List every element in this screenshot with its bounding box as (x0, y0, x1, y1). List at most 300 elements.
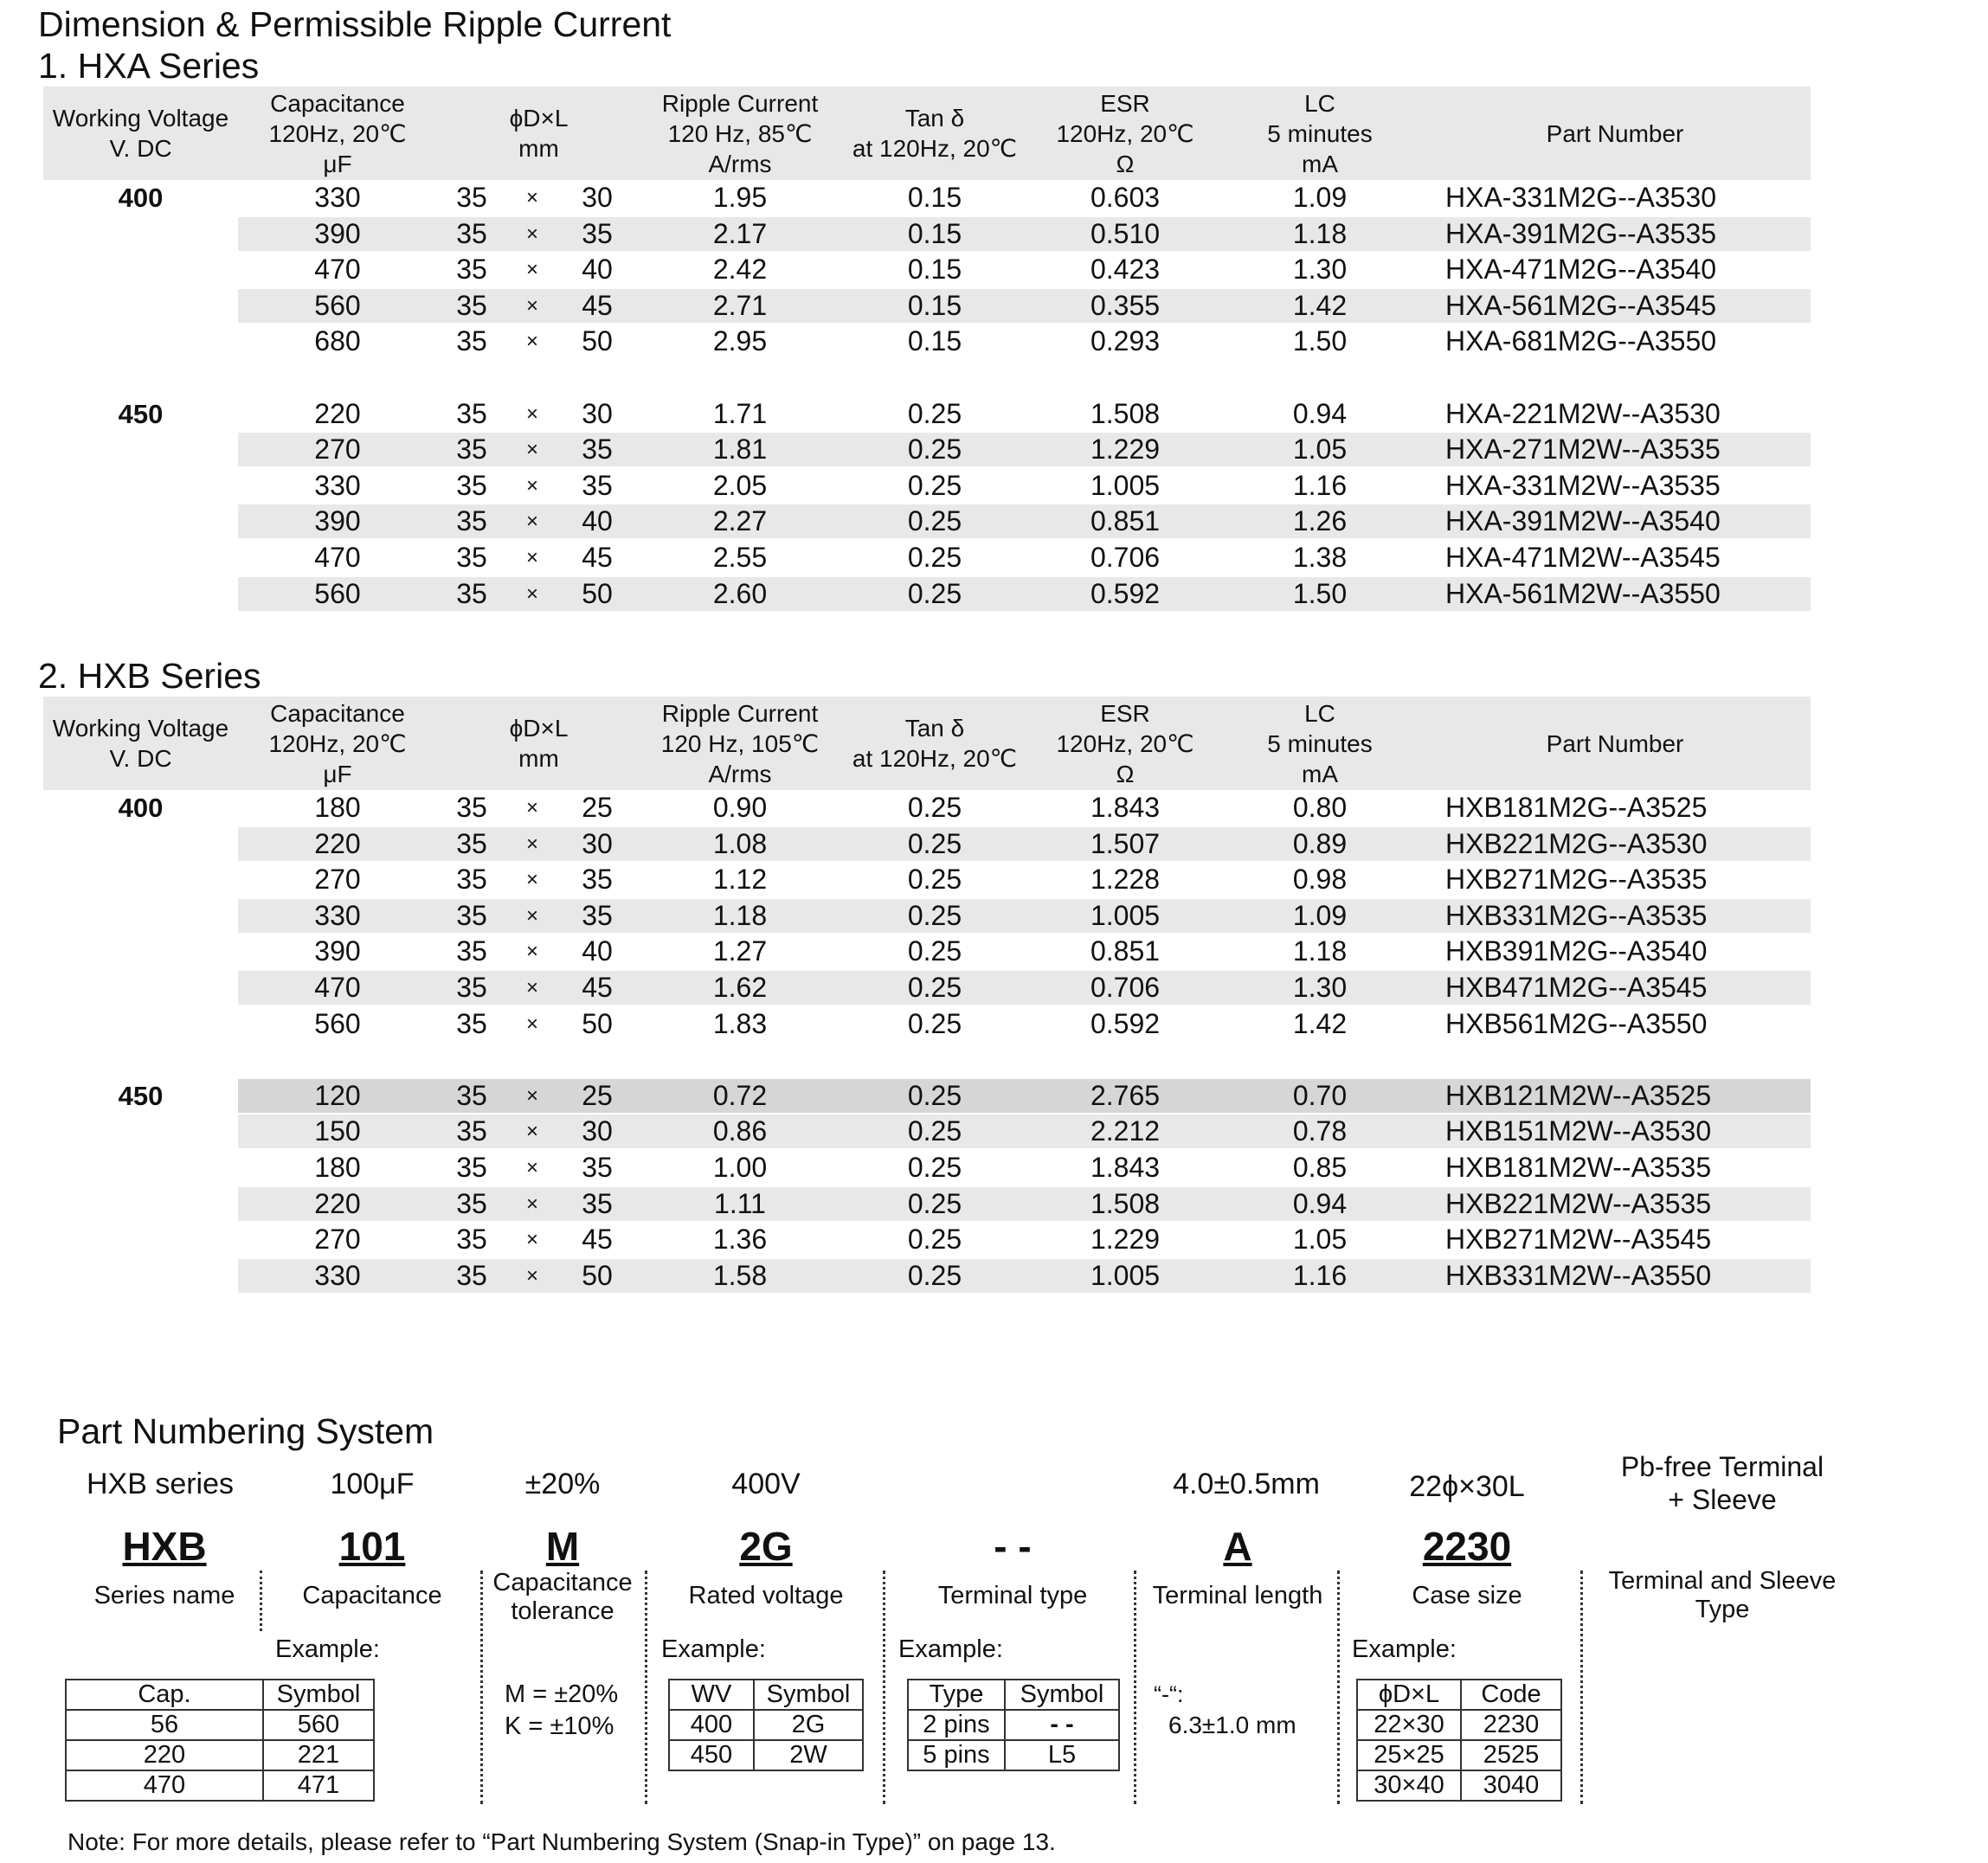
table-cell: 30×40 (1357, 1770, 1461, 1801)
ripple-current-value: 1.83 (712, 1007, 768, 1039)
table-row (669, 1740, 863, 1770)
esr-value: 0.603 (1090, 182, 1161, 213)
lc-value: 1.16 (1292, 1259, 1348, 1291)
table-cell: 2525 (1461, 1740, 1561, 1770)
part-number: HXA-561M2G--A3545 (1445, 289, 1717, 321)
pns-tolerance-m: M = ±20% (505, 1680, 619, 1708)
part-number: HXB471M2G--A3545 (1445, 972, 1708, 1003)
table-row (669, 1710, 863, 1740)
pns-voltage-table (668, 1679, 864, 1771)
cross-symbol: × (525, 1228, 538, 1252)
cross-symbol: × (525, 868, 538, 892)
ripple-current-value: 2.55 (712, 542, 768, 573)
length-value: 35 (582, 1152, 613, 1183)
capacitance-value: 220 (314, 827, 361, 859)
table-cell: 3040 (1461, 1770, 1561, 1801)
capacitance-value: 560 (314, 577, 361, 609)
part-number: HXA-391M2W--A3540 (1445, 505, 1721, 537)
cross-symbol: × (525, 1156, 538, 1179)
part-number: HXA-391M2G--A3535 (1445, 217, 1717, 249)
table-header: Symbol (1005, 1680, 1119, 1710)
lc-value: 1.05 (1292, 434, 1348, 466)
separator (883, 1571, 885, 1804)
part-number: HXB151M2W--A3530 (1445, 1115, 1712, 1147)
length-value: 50 (582, 1259, 613, 1291)
capacitance-value: 560 (314, 1007, 361, 1039)
table-row (1357, 1710, 1561, 1740)
esr-value: 0.851 (1090, 505, 1161, 537)
pns-sleeve-example: Pb-free Terminal + Sleeve (1620, 1451, 1824, 1515)
length-value: 40 (582, 505, 613, 537)
table-cell: 2230 (1461, 1710, 1561, 1740)
column-header: Working Voltage V. DC (52, 105, 229, 162)
table-row (66, 1770, 374, 1801)
diameter-value: 35 (456, 434, 487, 466)
pns-capacitance-label: Capacitance (302, 1582, 442, 1609)
lc-value: 0.70 (1292, 1079, 1348, 1111)
tan-delta-value: 0.25 (907, 1115, 962, 1147)
tan-delta-value: 0.25 (907, 1224, 962, 1256)
table-row (66, 1710, 374, 1740)
ripple-current-value: 0.72 (712, 1079, 768, 1111)
capacitance-value: 270 (314, 864, 361, 896)
table-row (908, 1710, 1119, 1740)
column-header: Tan δ at 120Hz, 20℃ (852, 105, 1018, 162)
diameter-value: 35 (456, 1115, 487, 1147)
cross-symbol: × (525, 976, 538, 999)
lc-value: 0.80 (1292, 792, 1348, 823)
cross-symbol: × (525, 330, 538, 354)
table-cell: 221 (263, 1740, 374, 1770)
column-header: Working Voltage V. DC (52, 715, 229, 772)
pns-tolerance-example: ±20% (524, 1468, 601, 1500)
table-row (66, 1740, 374, 1770)
column-header: Ripple Current 120 Hz, 85℃ A/rms (661, 89, 819, 177)
lc-value: 0.89 (1292, 827, 1348, 859)
table-header: Symbol (754, 1680, 863, 1710)
lc-value: 1.30 (1292, 972, 1348, 1003)
tan-delta-value: 0.15 (907, 217, 962, 249)
pns-terminal-example-label: Example: (898, 1635, 1003, 1663)
lc-value: 1.26 (1292, 505, 1348, 537)
lc-value: 1.42 (1292, 1007, 1348, 1039)
ripple-current-value: 0.90 (712, 792, 768, 823)
part-number: HXB561M2G--A3550 (1445, 1007, 1708, 1039)
diameter-value: 35 (456, 1259, 487, 1291)
cross-symbol: × (525, 1083, 538, 1108)
pns-case-code: 2230 (1422, 1524, 1512, 1569)
lc-value: 0.85 (1292, 1152, 1348, 1183)
esr-value: 1.005 (1090, 899, 1161, 931)
lc-value: 0.94 (1292, 397, 1348, 429)
tan-delta-value: 0.25 (907, 1259, 962, 1291)
ripple-current-value: 1.62 (712, 972, 768, 1003)
lc-value: 0.78 (1292, 1115, 1348, 1147)
length-value: 25 (582, 792, 613, 823)
diameter-value: 35 (456, 1007, 487, 1039)
length-value: 35 (582, 899, 613, 931)
esr-value: 0.355 (1090, 289, 1161, 321)
diameter-value: 35 (456, 864, 487, 896)
esr-value: 1.843 (1090, 1152, 1161, 1183)
page-title: Dimension & Permissible Ripple Current (38, 4, 672, 44)
table-header: WV (669, 1680, 754, 1710)
table-cell: 450 (669, 1740, 754, 1770)
tan-delta-value: 0.25 (907, 1187, 962, 1219)
cross-symbol: × (525, 186, 538, 209)
part-number: HXA-221M2W--A3530 (1445, 397, 1721, 429)
cross-symbol: × (525, 832, 538, 856)
capacitance-value: 390 (314, 935, 361, 967)
table-row (66, 1680, 374, 1710)
lc-value: 1.09 (1292, 182, 1348, 213)
table-header: Symbol (263, 1680, 374, 1710)
pns-capacitance-example: 100μF (330, 1468, 415, 1500)
esr-value: 1.229 (1090, 1224, 1161, 1256)
column-header: Part Number (1546, 119, 1684, 147)
length-value: 35 (582, 469, 613, 501)
tan-delta-value: 0.15 (907, 325, 962, 357)
table-header: Cap. (66, 1680, 263, 1710)
table-cell: - - (1005, 1710, 1119, 1740)
length-value: 35 (582, 864, 613, 896)
pns-series-example: HXB series (86, 1468, 235, 1500)
pns-capacitance-code: 101 (338, 1524, 406, 1569)
table-cell: 560 (263, 1710, 374, 1740)
pns-length-code: A (1223, 1524, 1252, 1569)
tan-delta-value: 0.25 (907, 434, 962, 466)
column-header: Part Number (1546, 729, 1684, 757)
length-value: 50 (582, 1007, 613, 1039)
tan-delta-value: 0.25 (907, 827, 962, 859)
length-value: 40 (582, 254, 613, 286)
table-cell: 2W (754, 1740, 863, 1770)
pns-capacitance-table (65, 1679, 375, 1802)
lc-value: 1.50 (1292, 577, 1348, 609)
pns-case-example-label: Example: (1352, 1635, 1457, 1663)
hxb-series-title: 2. HXB Series (38, 656, 261, 696)
diameter-value: 35 (456, 972, 487, 1003)
ripple-current-value: 1.12 (712, 864, 768, 896)
capacitance-value: 330 (314, 182, 361, 213)
capacitance-value: 270 (314, 434, 361, 466)
capacitance-value: 220 (314, 397, 361, 429)
column-header: Tan δ at 120Hz, 20℃ (852, 715, 1018, 772)
diameter-value: 35 (456, 469, 487, 501)
ripple-current-value: 2.60 (712, 577, 768, 609)
ripple-current-value: 1.18 (712, 899, 768, 931)
table-header: Type (908, 1680, 1005, 1710)
column-header: ESR 120Hz, 20℃ Ω (1056, 89, 1194, 177)
tan-delta-value: 0.25 (907, 397, 962, 429)
ripple-current-value: 1.58 (712, 1259, 768, 1291)
tan-delta-value: 0.25 (907, 935, 962, 967)
cross-symbol: × (525, 1263, 538, 1288)
ripple-current-value: 1.11 (714, 1187, 766, 1219)
table-cell: 56 (66, 1710, 263, 1740)
pns-sleeve-label: Terminal and Sleeve Type (1608, 1567, 1837, 1623)
esr-value: 1.228 (1090, 864, 1161, 896)
lc-value: 0.98 (1292, 864, 1348, 896)
ripple-current-value: 2.42 (712, 254, 768, 286)
esr-value: 2.765 (1090, 1079, 1161, 1111)
diameter-value: 35 (456, 1187, 487, 1219)
cross-symbol: × (525, 1012, 538, 1036)
cross-symbol: × (525, 1192, 538, 1216)
table-row (908, 1740, 1119, 1770)
table-header: Code (1461, 1680, 1561, 1710)
diameter-value: 35 (456, 1079, 487, 1111)
esr-value: 0.592 (1090, 577, 1161, 609)
separator (1580, 1571, 1583, 1804)
cross-symbol: × (525, 546, 538, 569)
tan-delta-value: 0.25 (907, 792, 962, 823)
pns-voltage-code: 2G (739, 1524, 793, 1569)
lc-value: 1.16 (1292, 469, 1348, 501)
separator (480, 1571, 483, 1804)
tan-delta-value: 0.25 (907, 972, 962, 1003)
ripple-current-value: 1.27 (712, 935, 768, 967)
cross-symbol: × (525, 1120, 538, 1144)
length-value: 35 (582, 217, 613, 249)
lc-value: 1.09 (1292, 899, 1348, 931)
part-number: HXB181M2W--A3535 (1445, 1152, 1712, 1183)
table-cell: 2 pins (908, 1710, 1005, 1740)
esr-value: 1.005 (1090, 469, 1161, 501)
part-number: HXA-681M2G--A3550 (1445, 325, 1717, 357)
tan-delta-value: 0.25 (907, 577, 962, 609)
length-value: 50 (582, 577, 613, 609)
part-number: HXA-561M2W--A3550 (1445, 577, 1721, 609)
length-value: 45 (582, 972, 613, 1003)
ripple-current-value: 2.27 (712, 505, 768, 537)
length-value: 35 (582, 434, 613, 466)
capacitance-value: 270 (314, 1224, 361, 1256)
ripple-current-value: 0.86 (712, 1115, 768, 1147)
voltage-value: 450 (118, 398, 164, 429)
pns-voltage-label: Rated voltage (688, 1582, 844, 1609)
column-header: ϕD×L mm (509, 715, 569, 772)
tan-delta-value: 0.25 (907, 1079, 962, 1111)
diameter-value: 35 (456, 325, 487, 357)
part-number: HXB331M2G--A3535 (1445, 899, 1708, 931)
part-number: HXB221M2W--A3535 (1445, 1187, 1712, 1219)
lc-value: 1.05 (1292, 1224, 1348, 1256)
esr-value: 1.508 (1090, 397, 1161, 429)
esr-value: 0.706 (1090, 542, 1161, 573)
ripple-current-value: 2.95 (712, 325, 768, 357)
esr-value: 1.229 (1090, 434, 1161, 466)
part-number: HXB391M2G--A3540 (1445, 935, 1708, 967)
part-number: HXA-331M2W--A3535 (1445, 469, 1721, 501)
length-value: 45 (582, 1224, 613, 1256)
ripple-current-value: 1.95 (712, 182, 768, 213)
tan-delta-value: 0.25 (907, 1152, 962, 1183)
table-cell: 5 pins (908, 1740, 1005, 1770)
length-value: 30 (582, 1115, 613, 1147)
ripple-current-value: 1.36 (712, 1224, 768, 1256)
capacitance-value: 390 (314, 217, 361, 249)
hxb-spec-table (43, 697, 1811, 1294)
pns-note: Note: For more details, please refer to “Part Numbering System (Snap-in Type)” on page 13. (68, 1828, 1056, 1855)
pns-tolerance-k: K = ±10% (505, 1712, 614, 1740)
tan-delta-value: 0.25 (907, 542, 962, 573)
esr-value: 0.293 (1090, 325, 1161, 357)
length-value: 30 (582, 182, 613, 213)
pns-tolerance-label: Capacitance tolerance (492, 1569, 633, 1625)
esr-value: 1.508 (1090, 1187, 1161, 1219)
table-row (908, 1680, 1119, 1710)
diameter-value: 35 (456, 542, 487, 573)
table-cell: 470 (66, 1770, 263, 1801)
pns-terminal-table (907, 1679, 1120, 1771)
esr-value: 1.507 (1090, 827, 1161, 859)
lc-value: 1.42 (1292, 289, 1348, 321)
column-header: ESR 120Hz, 20℃ Ω (1056, 699, 1194, 787)
length-value: 50 (582, 325, 613, 357)
column-header: Ripple Current 120 Hz, 105℃ A/rms (660, 699, 820, 787)
table-cell: L5 (1005, 1740, 1119, 1770)
part-number: HXA-471M2G--A3540 (1445, 254, 1717, 286)
part-number: HXB221M2G--A3530 (1445, 827, 1708, 859)
pns-case-label: Case size (1412, 1582, 1522, 1609)
ripple-current-value: 1.81 (712, 434, 768, 466)
capacitance-value: 560 (314, 289, 361, 321)
diameter-value: 35 (456, 1152, 487, 1183)
pns-terminal-code: - - (994, 1524, 1032, 1569)
table-cell: 471 (263, 1770, 374, 1801)
lc-value: 1.18 (1292, 217, 1348, 249)
part-number: HXA-271M2W--A3535 (1445, 434, 1721, 466)
table-row (1357, 1770, 1561, 1801)
cross-symbol: × (525, 796, 538, 819)
column-header: Capacitance 120Hz, 20℃ μF (268, 699, 407, 787)
capacitance-value: 330 (314, 469, 361, 501)
lc-value: 1.50 (1292, 325, 1348, 357)
pns-capacitance-example-label: Example: (275, 1635, 380, 1663)
table-cell: 22×30 (1357, 1710, 1461, 1740)
table-cell: 400 (669, 1710, 754, 1740)
pns-title: Part Numbering System (57, 1411, 434, 1451)
pns-voltage-example: 400V (731, 1468, 801, 1500)
esr-value: 1.843 (1090, 792, 1161, 823)
diameter-value: 35 (456, 935, 487, 967)
pns-case-table (1356, 1679, 1562, 1802)
hxa-spec-table (43, 87, 1811, 614)
pns-case-example: 22ϕ×30L (1409, 1470, 1525, 1503)
cross-symbol: × (525, 940, 538, 964)
part-number: HXB271M2W--A3545 (1445, 1224, 1712, 1256)
capacitance-value: 180 (314, 792, 361, 823)
esr-value: 0.510 (1090, 217, 1161, 249)
part-number: HXB181M2G--A3525 (1445, 792, 1708, 823)
diameter-value: 35 (456, 254, 487, 286)
column-header: Capacitance 120Hz, 20℃ μF (268, 89, 407, 177)
part-number: HXB121M2W--A3525 (1445, 1079, 1712, 1111)
capacitance-value: 330 (314, 899, 361, 931)
capacitance-value: 330 (314, 1259, 361, 1291)
ripple-current-value: 1.08 (712, 827, 768, 859)
ripple-current-value: 2.05 (712, 469, 768, 501)
diameter-value: 35 (456, 217, 487, 249)
length-value: 30 (582, 397, 613, 429)
length-value: 35 (582, 1187, 613, 1219)
capacitance-value: 120 (314, 1079, 361, 1111)
esr-value: 0.423 (1090, 254, 1161, 286)
length-value: 45 (582, 542, 613, 573)
voltage-value: 400 (118, 183, 164, 213)
esr-value: 1.005 (1090, 1259, 1161, 1291)
cross-symbol: × (525, 258, 538, 282)
capacitance-value: 390 (314, 505, 361, 537)
diameter-value: 35 (456, 827, 487, 859)
diameter-value: 35 (456, 792, 487, 823)
tan-delta-value: 0.25 (907, 469, 962, 501)
table-header: ϕD×L (1357, 1680, 1461, 1710)
pns-series-code: HXB (122, 1524, 207, 1569)
cross-symbol: × (525, 293, 538, 318)
tan-delta-value: 0.25 (907, 899, 962, 931)
diameter-value: 35 (456, 289, 487, 321)
separator (1134, 1571, 1136, 1804)
length-value: 30 (582, 827, 613, 859)
tan-delta-value: 0.25 (907, 864, 962, 896)
lc-value: 0.94 (1292, 1187, 1348, 1219)
lc-value: 1.30 (1292, 254, 1348, 286)
cross-symbol: × (525, 438, 538, 462)
cross-symbol: × (525, 473, 538, 498)
esr-value: 0.592 (1090, 1007, 1161, 1039)
capacitance-value: 470 (314, 542, 361, 573)
diameter-value: 35 (456, 397, 487, 429)
length-value: 40 (582, 935, 613, 967)
capacitance-value: 150 (314, 1115, 361, 1147)
voltage-value: 450 (118, 1080, 164, 1111)
cross-symbol: × (525, 222, 538, 246)
ripple-current-value: 2.17 (712, 217, 768, 249)
esr-value: 0.851 (1090, 935, 1161, 967)
pns-length-dash: “-“: (1154, 1681, 1184, 1707)
part-number: HXB271M2G--A3535 (1445, 864, 1708, 896)
capacitance-value: 470 (314, 254, 361, 286)
pns-series-label: Series name (93, 1582, 235, 1609)
lc-value: 1.38 (1292, 542, 1348, 573)
table-row (1357, 1740, 1561, 1770)
lc-value: 1.18 (1292, 935, 1348, 967)
separator (645, 1571, 647, 1804)
pns-length-label: Terminal length (1152, 1582, 1323, 1609)
table-cell: 2G (754, 1710, 863, 1740)
tan-delta-value: 0.25 (907, 505, 962, 537)
cross-symbol: × (525, 581, 538, 606)
pns-voltage-example-label: Example: (661, 1635, 766, 1663)
capacitance-value: 680 (314, 325, 361, 357)
voltage-value: 400 (118, 793, 164, 823)
table-cell: 25×25 (1357, 1740, 1461, 1770)
tan-delta-value: 0.15 (907, 182, 962, 213)
hxa-series-title: 1. HXA Series (38, 46, 260, 86)
pns-length-example: 4.0±0.5mm (1173, 1468, 1320, 1500)
column-header: LC 5 minutes mA (1267, 89, 1373, 177)
diameter-value: 35 (456, 899, 487, 931)
pns-tolerance-code: M (545, 1524, 580, 1569)
ripple-current-value: 1.71 (712, 397, 768, 429)
capacitance-value: 220 (314, 1187, 361, 1219)
table-cell: 220 (66, 1740, 263, 1770)
esr-value: 0.706 (1090, 972, 1161, 1003)
diameter-value: 35 (456, 1224, 487, 1256)
part-number: HXB331M2W--A3550 (1445, 1259, 1712, 1291)
